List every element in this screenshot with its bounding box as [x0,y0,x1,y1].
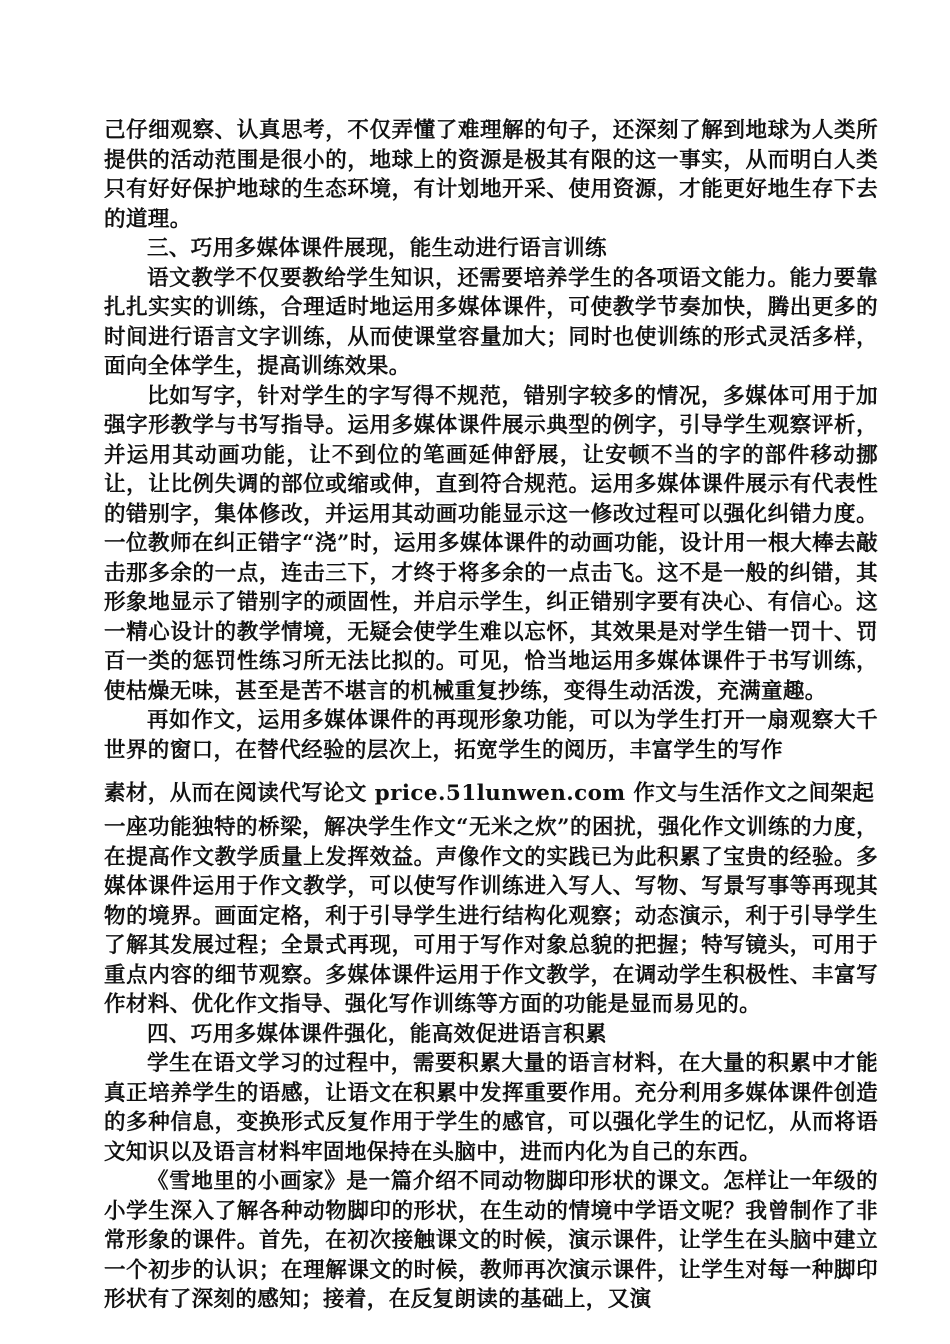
paragraph-earth-resources: 己仔细观察、认真思考，不仅弄懂了难理解的句子，还深刻了解到地球为人类所提供的活动范围是很小的，地球上的资源是极其有限的这一事实，从而明白人类只有好好保护地球的生态环境，有计划地开采、使用资源，才能更好地生存下去的道理。 [104,118,878,232]
paragraph-language-accumulation: 学生在语文学习的过程中，需要积累大量的语言材料，在大量的积累中才能真正培养学生的语感，让语文在积累中发挥重要作用。充分利用多媒体课件创造的多种信息，变换形式反复作用于学生的感官，可以强化学生的记忆，从而将语文知识以及语言材料牢固地保持在头脑中，进而内化为自己的东西。 [104,1051,878,1165]
paragraph-language-training: 语文教学不仅要教给学生知识，还需要培养学生的各项语文能力。能力要靠扎扎实实的训练，合理适时地运用多媒体课件，可使教学节奏加快，腾出更多的时间进行语言文字训练，从而使课堂容量加大；同时也使训练的形式灵活多样，面向全体学生，提高训练效果。 [104,265,878,379]
section-heading-4: 四、巧用多媒体课件强化，能高效促进语言积累 [147,1021,607,1047]
paragraph-composition-start: 再如作文，运用多媒体课件的再现形象功能，可以为学生打开一扇观察大千世界的窗口，在替代经验的层次上，拓宽学生的阅历，丰富学生的写作 [104,708,878,763]
paragraph-writing-characters: 比如写字，针对学生的字写得不规范，错别字较多的情况，多媒体可用于加强字形教学与书写指导。运用多媒体课件展示典型的例字，引导学生观察评析，并运用其动画功能，让不到位的笔画延伸舒展，让安顿不当的字的部件移动挪让，让比例失调的部位或缩或伸，直到符合规范。运用多媒体课件展示有代表性的错别字，集体修改，并运用其动画功能显示这一修改过程可以强化纠错力度。一位教师在纠正错字“浇”时，运用多媒体课件的动画功能，设计用一根大棒去敲击那多余的一点，连击三下，才终于将多余的一点击飞。这不是一般的纠错，其形象地显示了错别字的顽固性，并启示学生，纠正错别字要有决心、有信心。这一精心设计的教学情境，无疑会使学生难以忘怀，其效果是对学生错一罚十、罚百一类的惩罚性练习所无法比拟的。可见，恰当地运用多媒体课件于书写训练，使枯燥无味，甚至是苦不堪言的机械重复抄练，变得生动活泼，充满童趣。 [104,383,878,704]
section-heading-3: 三、巧用多媒体课件展现，能生动进行语言训练 [147,236,607,261]
paragraph-composition-link-line: 素材，从而在阅读代写论文 price.51lunwen.com 作文与生活作文之间架起 [104,781,875,806]
paragraph-snow-painter-lesson: 《雪地里的小画家》是一篇介绍不同动物脚印形状的课文。怎样让一年级的小学生深入了解各种动物脚印的形状，在生动的情境中学语文呢？我曾制作了非常形象的课件。首先，在初次接触课文的时候，演示课件，让学生在头脑中建立一个初步的认识；在理解课文的时候，教师再次演示课件，让学生对每一种脚印形状有了深刻的感知；接着，在反复朗读的基础上，又演 [104,1169,878,1312]
paragraph-composition-end: 一座功能独特的桥梁，解决学生作文“无米之炊”的困扰，强化作文训练的力度，在提高作文教学质量上发挥效益。声像作文的实践已为此积累了宝贵的经验。多媒体课件运用于作文教学，可以使写作训练进入写人、写物、写景写事等再现其物的境界。画面定格，利于引导学生进行结构化观察；动态演示，利于引导学生了解其发展过程；全景式再现，可用于写作对象总貌的把握；特写镜头，可用于重点内容的细节观察。多媒体课件运用于作文教学，在调动学生积极性、丰富写作材料、优化作文指导、强化写作训练等方面的功能是显而易见的。 [104,815,878,1017]
document-page [104,116,878,1315]
